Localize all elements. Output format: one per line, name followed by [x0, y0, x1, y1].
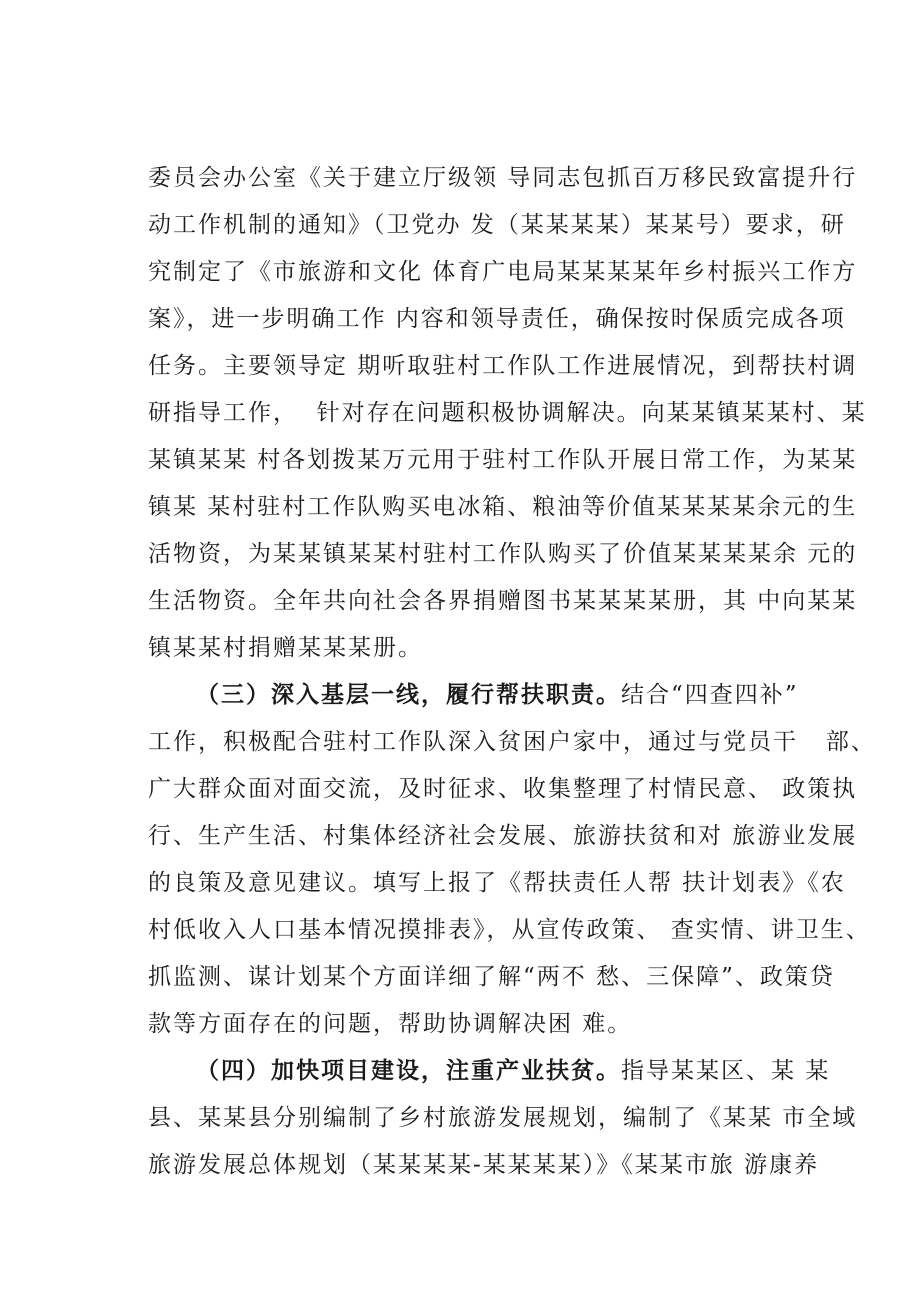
section-four-first-line — [196, 1056, 830, 1086]
paragraph-line: 生活物资。全年共向社会各界捐赠图书某某某某册，其 中向某某 — [148, 588, 858, 614]
section-heading-three: （三）深入基层一线，履行帮扶职责。 — [196, 681, 621, 708]
paragraph-line: 活物资，为某某镇某某村驻村工作队购买了价值某某某某余 元的 — [148, 541, 858, 567]
paragraph-line: 镇某某村捐赠某某某册。 — [148, 635, 423, 661]
paragraph-line: 广大群众面对面交流，及时征求、收集整理了村情民意、 政策执 — [148, 776, 858, 802]
paragraph-line: 某镇某某 村各划拨某万元用于驻村工作队开展日常工作，为某某 — [148, 447, 858, 473]
paragraph-line: 抓监测、谋计划某个方面详细了解“两不 愁、三保障”、政策贷 — [148, 964, 835, 990]
paragraph-line: 委员会办公室《关于建立厅级领 导同志包抓百万移民致富提升行 — [148, 165, 858, 191]
paragraph-line: 究制定了《市旅游和文化 体育广电局某某某某年乡村振兴工作方 — [148, 259, 858, 285]
paragraph-line: 动工作机制的通知》（卫党办 发（某某某某）某某号）要求，研 — [148, 212, 846, 238]
paragraph-line: 研指导工作， 针对存在问题积极协调解决。向某某镇某某村、某 — [148, 400, 867, 426]
paragraph-line: 镇某 某村驻村工作队购买电冰箱、粮油等价值某某某某余元的生 — [148, 494, 858, 520]
section-three-first-line — [196, 680, 799, 710]
section-four-text: 指导某某区、某 某 — [621, 1058, 831, 1084]
paragraph-line: 旅游发展总体规划（某某某某-某某某某）》《某某市旅 游康养 — [148, 1152, 820, 1178]
section-three-text: 结合“四查四补” — [621, 682, 799, 708]
paragraph-line: 款等方面存在的问题，帮助协调解决困 难。 — [148, 1011, 633, 1037]
paragraph-line: 行、生产生活、村集体经济社会发展、旅游扶贫和对 旅游业发展 — [148, 823, 858, 849]
section-heading-four: （四）加快项目建设，注重产业扶贫。 — [196, 1057, 621, 1084]
paragraph-line: 案》，进一步明确工作 内容和领导责任，确保按时保质完成各项 — [148, 306, 846, 332]
paragraph-line: 工作，积极配合驻村工作队深入贫困户家中，通过与党员干 部、 — [148, 729, 876, 755]
paragraph-line: 任务。主要领导定 期听取驻村工作队工作进展情况，到帮扶村调 — [148, 353, 858, 379]
paragraph-line: 县、某某县分别编制了乡村旅游发展规划，编制了《某某 市全域 — [148, 1105, 858, 1131]
paragraph-line: 村低收入人口基本情况摸排表》，从宣传政策、 查实情、讲卫生、 — [148, 917, 871, 943]
paragraph-line: 的良策及意见建议。填写上报了《帮扶责任人帮 扶计划表》《农 — [148, 870, 846, 896]
